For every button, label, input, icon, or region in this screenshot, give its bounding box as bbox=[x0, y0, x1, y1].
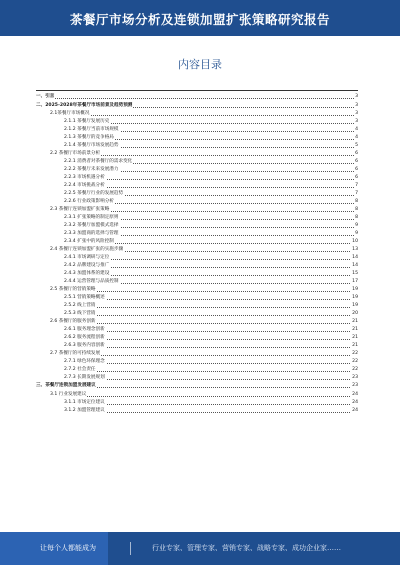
toc-entry-title: 2.7.1 绿色环保理念 bbox=[64, 359, 105, 364]
toc-heading: 内容目录 bbox=[178, 58, 222, 71]
toc-leader-dots bbox=[36, 98, 358, 99]
toc-entry-page: 7 bbox=[355, 183, 358, 188]
toc-entry[interactable] bbox=[36, 150, 358, 158]
toc-entry-title: 3.1 行业发展建议 bbox=[50, 391, 87, 397]
toc-entry-title: 2.4.1 市场调研与定位 bbox=[64, 255, 110, 260]
report-title: 茶餐厅市场分析及连锁加盟扩张策略研究报告 bbox=[69, 12, 330, 27]
toc-entry-page: 13 bbox=[352, 247, 358, 252]
toc-entry[interactable] bbox=[36, 342, 358, 350]
toc-entry-page: 24 bbox=[352, 407, 358, 413]
toc-entry-page: 14 bbox=[352, 255, 358, 260]
toc-entry-title: 一、引言 bbox=[36, 94, 55, 99]
toc-entry[interactable] bbox=[36, 318, 358, 326]
toc-entry-title: 2.2.5 茶餐厅行业的发展趋势 bbox=[64, 191, 124, 196]
toc-entry-page: 14 bbox=[352, 263, 358, 268]
footer-slogan: 让每个人都能成为 bbox=[40, 544, 96, 552]
toc-entry-page: 9 bbox=[355, 231, 358, 236]
toc-entry[interactable] bbox=[36, 358, 358, 366]
toc-entry-page: 4 bbox=[355, 135, 358, 140]
toc-leader-dots bbox=[50, 396, 358, 397]
toc-entry-title: 三、茶餐厅连锁加盟发展建议 bbox=[36, 383, 96, 388]
toc-entry-title: 2.2.1 消费者对茶餐厅的需求变化 bbox=[64, 159, 133, 164]
footer-tagline: 行业专家、管理专家、营销专家、战略专家、成功企业家…… bbox=[152, 544, 341, 552]
toc-entry-title: 2.1茶餐厅市场概况 bbox=[50, 111, 90, 116]
toc-entry-page: 17 bbox=[352, 279, 358, 284]
toc-entry[interactable] bbox=[36, 166, 358, 174]
toc-entry-title: 2.3.2 茶餐厅加盟模式选择 bbox=[64, 223, 119, 228]
toc-entry-title: 2.5 茶餐厅的营销策略 bbox=[50, 287, 96, 292]
toc-entry-title: 2.6.1 服务理念创新 bbox=[64, 327, 105, 332]
toc-entry-page: 22 bbox=[352, 359, 358, 364]
toc-entry[interactable] bbox=[36, 198, 358, 206]
toc-entry[interactable] bbox=[36, 286, 358, 294]
toc-entry-title: 2.1.2 茶餐厅当前市场规模 bbox=[64, 127, 119, 132]
toc-entry-page: 5 bbox=[355, 143, 358, 148]
toc-entry-title: 2.3.4 扩张中的风险控制 bbox=[64, 239, 114, 244]
table-of-contents bbox=[36, 93, 358, 415]
toc-entry-title: 二、2025-2028年茶餐厅市场前景及趋势预测 bbox=[36, 102, 133, 108]
toc-entry[interactable] bbox=[36, 230, 358, 238]
toc-entry[interactable] bbox=[36, 294, 358, 302]
toc-entry[interactable] bbox=[36, 190, 358, 198]
toc-entry-page: 3 bbox=[355, 94, 358, 99]
report-header bbox=[0, 0, 400, 36]
toc-divider bbox=[36, 90, 358, 91]
toc-entry[interactable] bbox=[36, 391, 358, 399]
toc-entry[interactable] bbox=[36, 238, 358, 246]
toc-leader-dots bbox=[64, 331, 358, 332]
toc-entry-page: 24 bbox=[352, 399, 358, 405]
toc-entry-page: 15 bbox=[352, 271, 358, 276]
toc-entry-title: 2.1.4 茶餐厅市场发展趋势 bbox=[64, 143, 119, 148]
toc-entry[interactable] bbox=[36, 278, 358, 286]
toc-entry-title: 2.6.2 服务流程创新 bbox=[64, 335, 105, 340]
toc-entry-page: 21 bbox=[352, 327, 358, 332]
toc-entry-page: 19 bbox=[352, 295, 358, 300]
toc-entry[interactable] bbox=[36, 174, 358, 182]
toc-entry-page: 19 bbox=[352, 287, 358, 292]
toc-entry-title: 2.4.4 运营管理与品质控制 bbox=[64, 279, 119, 284]
toc-entry-title: 2.4 茶餐厅连锁加盟扩张的实施步骤 bbox=[50, 247, 124, 252]
toc-entry[interactable] bbox=[36, 222, 358, 230]
toc-entry-title: 2.1.3 茶餐厅的竞争格局 bbox=[64, 135, 114, 140]
toc-entry[interactable] bbox=[36, 182, 358, 190]
toc-entry-title: 2.2.2 茶餐厅未来发展潜力 bbox=[64, 167, 119, 172]
toc-entry[interactable] bbox=[36, 158, 358, 166]
toc-entry-title: 2.5.2 线上营销 bbox=[64, 303, 96, 308]
toc-entry-page: 6 bbox=[355, 167, 358, 172]
toc-entry-title: 2.2.4 市场挑战分析 bbox=[64, 183, 105, 188]
toc-entry-title: 2.7.2 社会责任 bbox=[64, 367, 96, 372]
toc-entry[interactable] bbox=[36, 110, 358, 118]
toc-entry-page: 10 bbox=[352, 239, 358, 244]
toc-entry-page: 20 bbox=[352, 311, 358, 316]
toc-entry-page: 19 bbox=[352, 303, 358, 308]
toc-entry-title: 2.4.3 加盟体系的建设 bbox=[64, 271, 110, 276]
toc-entry[interactable] bbox=[36, 126, 358, 134]
toc-entry-page: 8 bbox=[355, 199, 358, 204]
toc-entry-page: 21 bbox=[352, 335, 358, 340]
toc-entry-title: 2.4.2 品牌建设与推广 bbox=[64, 263, 110, 268]
toc-entry[interactable] bbox=[36, 206, 358, 214]
toc-entry-page: 22 bbox=[352, 351, 358, 356]
toc-entry[interactable] bbox=[36, 382, 358, 391]
toc-leader-dots bbox=[64, 187, 358, 188]
toc-entry-title: 2.1.1 茶餐厅发展历史 bbox=[64, 119, 110, 124]
toc-entry[interactable] bbox=[36, 407, 358, 415]
toc-leader-dots bbox=[64, 339, 358, 340]
toc-entry-page: 9 bbox=[355, 223, 358, 228]
toc-entry[interactable] bbox=[36, 399, 358, 407]
toc-leader-dots bbox=[64, 371, 358, 372]
toc-leader-dots bbox=[64, 315, 358, 316]
toc-entry-title: 2.7 茶餐厅的可持续发展 bbox=[50, 351, 101, 356]
toc-entry[interactable] bbox=[36, 93, 358, 102]
toc-entry[interactable] bbox=[36, 350, 358, 358]
toc-entry-title: 2.6.3 服务内容创新 bbox=[64, 343, 105, 348]
toc-leader-dots bbox=[64, 412, 358, 413]
toc-leader-dots bbox=[64, 299, 358, 300]
toc-entry-title: 3.1.2 加盟管理建议 bbox=[64, 407, 105, 413]
toc-entry-page: 6 bbox=[355, 151, 358, 156]
toc-entry-page: 4 bbox=[355, 127, 358, 132]
toc-entry-title: 2.6 茶餐厅的服务创新 bbox=[50, 319, 96, 324]
page-footer bbox=[0, 532, 400, 565]
toc-leader-dots bbox=[64, 379, 358, 380]
toc-entry[interactable] bbox=[36, 310, 358, 318]
toc-entry-page: 3 bbox=[355, 119, 358, 124]
toc-leader-dots bbox=[64, 363, 358, 364]
toc-entry-page: 22 bbox=[352, 367, 358, 372]
toc-entry[interactable] bbox=[36, 246, 358, 254]
toc-entry[interactable] bbox=[36, 334, 358, 342]
toc-entry[interactable] bbox=[36, 102, 358, 111]
toc-leader-dots bbox=[64, 404, 358, 405]
toc-leader-dots bbox=[64, 347, 358, 348]
toc-entry-page: 8 bbox=[355, 215, 358, 220]
toc-entry[interactable] bbox=[36, 214, 358, 222]
toc-entry-title: 2.7.3 长期发展规划 bbox=[64, 375, 105, 380]
toc-entry-title: 2.3.3 加盟商的选择与管理 bbox=[64, 231, 119, 236]
toc-entry-page: 23 bbox=[352, 375, 358, 380]
toc-entry-page: 7 bbox=[355, 191, 358, 196]
toc-entry[interactable] bbox=[36, 326, 358, 334]
toc-entry-page: 8 bbox=[355, 207, 358, 212]
toc-entry-title: 2.5.1 营销策略概述 bbox=[64, 295, 105, 300]
toc-leader-dots bbox=[64, 307, 358, 308]
toc-entry[interactable] bbox=[36, 374, 358, 382]
toc-entry-page: 23 bbox=[352, 383, 358, 388]
toc-entry-title: 2.2.6 行业政策影响分析 bbox=[64, 199, 114, 204]
toc-entry-page: 6 bbox=[355, 159, 358, 164]
toc-entry-title: 2.3.1 扩张策略的制定原则 bbox=[64, 215, 119, 220]
toc-entry-title: 2.2 茶餐厅市场前景分析 bbox=[50, 151, 101, 156]
toc-leader-dots bbox=[64, 179, 358, 180]
toc-entry[interactable] bbox=[36, 142, 358, 150]
toc-entry-page: 3 bbox=[355, 111, 358, 116]
footer-divider bbox=[130, 542, 131, 555]
toc-entry[interactable] bbox=[36, 134, 358, 142]
toc-entry-title: 2.5.3 线下营销 bbox=[64, 311, 96, 316]
toc-leader-dots bbox=[50, 115, 358, 116]
toc-entry-title: 2.3 茶餐厅连锁加盟扩张策略 bbox=[50, 207, 110, 212]
toc-entry-title: 2.2.3 市场机遇分析 bbox=[64, 175, 105, 180]
toc-entry[interactable] bbox=[36, 270, 358, 278]
toc-entry[interactable] bbox=[36, 262, 358, 270]
toc-entry-page: 3 bbox=[355, 102, 358, 108]
toc-entry-title: 3.1.1 市场定位建议 bbox=[64, 399, 105, 405]
toc-entry-page: 24 bbox=[352, 391, 358, 397]
toc-entry[interactable] bbox=[36, 118, 358, 126]
toc-entry[interactable] bbox=[36, 366, 358, 374]
toc-entry[interactable] bbox=[36, 254, 358, 262]
toc-entry-page: 21 bbox=[352, 343, 358, 348]
toc-entry[interactable] bbox=[36, 302, 358, 310]
toc-entry-page: 21 bbox=[352, 319, 358, 324]
toc-entry-page: 6 bbox=[355, 175, 358, 180]
